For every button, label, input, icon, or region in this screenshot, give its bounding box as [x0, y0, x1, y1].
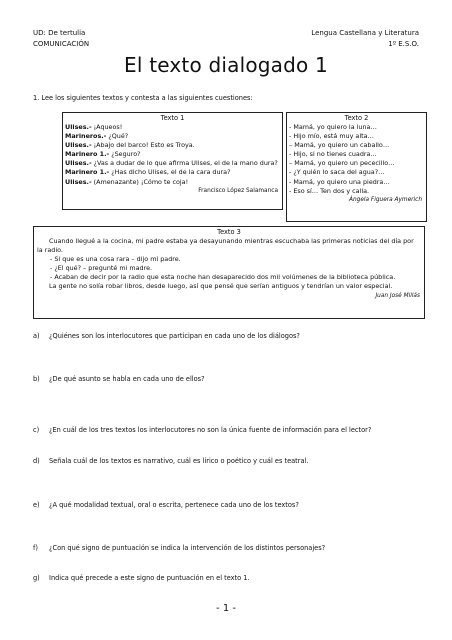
- question-text: ¿En cuál de los tres textos los interlocutores no son la única fuente de información para el lector?: [49, 426, 372, 434]
- texto3-dialogue: - ¿El qué? – pregunté mi madre.: [50, 264, 153, 273]
- question-text: ¿Con qué signo de puntuación se indica la intervención de los distintos personajes?: [49, 544, 326, 552]
- question-label: f): [33, 544, 38, 552]
- question-label: g): [33, 574, 40, 582]
- poem-line: - Mamá, yo quiero la luna…: [289, 123, 377, 131]
- poem-line: - ¿Y quién lo saca del agua?…: [289, 168, 385, 177]
- speaker: Marineros.-: [65, 132, 107, 141]
- question-label: d): [33, 457, 40, 465]
- speaker: Marinero 1.-: [65, 168, 110, 177]
- dialogue-line: [63, 159, 282, 168]
- dialogue-line: [63, 141, 282, 150]
- dialogue-line: [63, 132, 282, 141]
- texto3-paragraph: Cuando llegué a la cocina, mi padre estaba ya desayunando mientras escuchaba las primeras noticias del día por la radio.: [37, 237, 414, 255]
- question-text: ¿A qué modalidad textual, oral o escrita, pertenece cada uno de los textos?: [49, 501, 299, 509]
- dialogue-line: [63, 150, 282, 159]
- poem-line: - Eso sí… Ten dos y calla.: [289, 186, 370, 195]
- texto3-paragraph: La gente no solía robar libros, desde luego, así que pensé que serían antiguos y tendrían un valor especial.: [49, 282, 393, 291]
- question-label: b): [33, 375, 40, 383]
- texto3-author: Juan José Millás: [375, 292, 420, 299]
- header-section: COMUNICACIÓN: [33, 40, 90, 48]
- texto3-dialogue: - Acaban de decir por la radio que esta noche han desaparecido dos mil volúmenes de la biblioteca pública.: [50, 273, 396, 282]
- poem-line: - Hijo mío, está muy alta…: [289, 132, 374, 141]
- speech: ¿Has dicho Ulises, el de la cara dura?: [109, 168, 231, 177]
- poem-line: – Mamá, yo quiero un pececillo…: [289, 159, 395, 168]
- poem-line: - Hijo, si no tienes cuadra…: [289, 150, 377, 159]
- question-text: ¿Quiénes son los interlocutores que participan en cada uno de los diálogos?: [49, 332, 300, 340]
- question-label: e): [33, 501, 40, 509]
- texto3-title: Texto 3: [217, 228, 241, 236]
- speech: ¿Vas a dudar de lo que afirma Ulises, el de la mano dura?: [91, 159, 278, 168]
- header-subject: Lengua Castellana y Literatura: [311, 29, 419, 37]
- dialogue-line: [63, 168, 282, 177]
- question-a: [33, 332, 300, 341]
- question-text: Indica qué precede a este signo de puntuación en el texto 1.: [49, 574, 250, 582]
- question-b: [33, 375, 205, 384]
- texto2-author: Ángela Figuera Aymerich: [349, 196, 422, 203]
- texto3-box: [33, 226, 425, 319]
- speaker: Ulises.-: [65, 141, 92, 150]
- question-e: [33, 501, 299, 510]
- dialogue-line: [63, 123, 282, 132]
- instruction: 1. Lee los siguientes textos y contesta a las siguientes cuestiones:: [33, 94, 253, 102]
- speaker: Marinero 1.-: [65, 150, 110, 159]
- question-label: c): [33, 426, 40, 434]
- poem-line: - Mamá, yo quiero una piedra…: [289, 177, 390, 186]
- page-title: El texto dialogado 1: [124, 53, 328, 77]
- speech: (Amenazante) ¡Cómo te coja!: [91, 177, 189, 186]
- question-label: a): [33, 332, 40, 340]
- texto1-author: Francisco López Salamanca: [198, 187, 278, 194]
- poem-line: – Mamá, yo quiero un caballo…: [289, 141, 390, 150]
- speaker: Ulises.-: [65, 123, 92, 131]
- dialogue-line: [63, 178, 282, 187]
- question-f: [33, 544, 325, 553]
- question-text: Señala cuál de los textos es narrativo, cuál es lírico o poético y cuál es teatral.: [49, 457, 309, 465]
- speech: ¿Qué?: [106, 132, 129, 141]
- header-unit: UD: De tertulia: [33, 29, 86, 37]
- texto3-dialogue: - Si que es una cosa rara – dijo mi padre.: [50, 255, 181, 264]
- header-course: 1º E.S.O.: [388, 40, 419, 48]
- question-c: [33, 426, 371, 435]
- question-d: [33, 457, 308, 466]
- question-g: [33, 574, 250, 583]
- texto1-title: Texto 1: [160, 114, 185, 122]
- speech: ¡Aqueos!: [91, 123, 123, 131]
- speaker: Ulises.-: [65, 159, 92, 168]
- question-text: ¿De qué asunto se habla en cada uno de ellos?: [49, 375, 205, 383]
- speech: ¿Seguro?: [109, 150, 141, 159]
- texto1-box: [62, 112, 283, 210]
- speech: ¡Abajo del barco! Esto es Troya.: [91, 141, 195, 150]
- texto2-box: [286, 112, 427, 222]
- page-number: - 1 -: [216, 603, 236, 614]
- speaker: Ulises.-: [65, 177, 92, 186]
- texto2-title: Texto 2: [344, 114, 369, 122]
